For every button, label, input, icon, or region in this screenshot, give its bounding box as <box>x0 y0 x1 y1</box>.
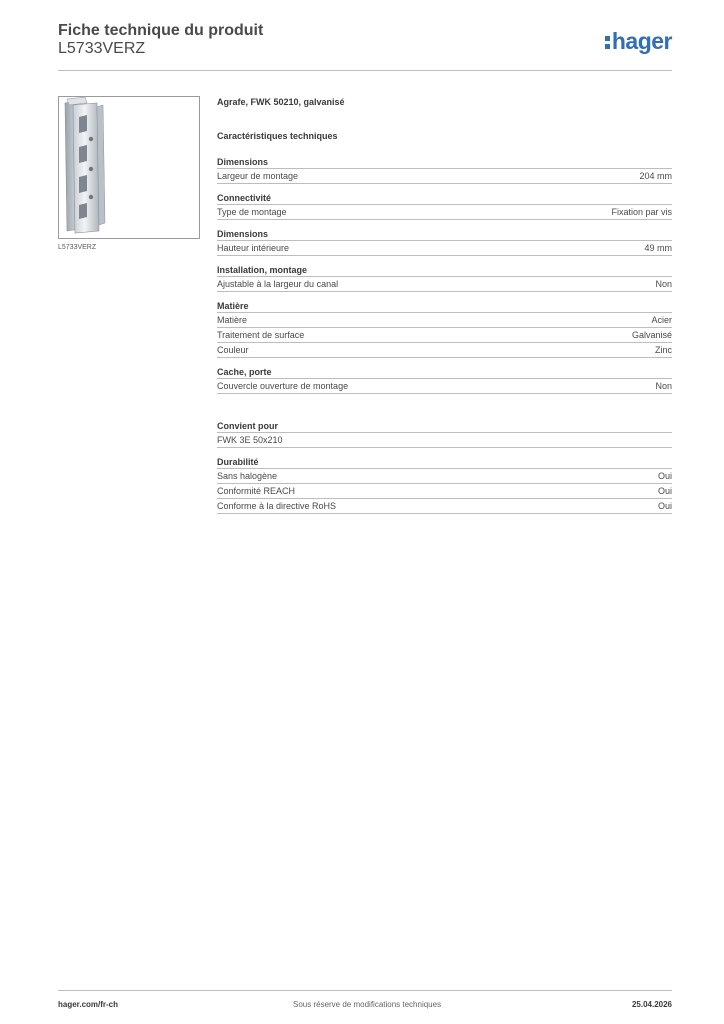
page-header <box>58 22 672 71</box>
spec-value: Non <box>655 279 672 289</box>
section-title: Matière <box>217 300 672 313</box>
page-footer <box>58 990 672 1017</box>
tech-title: Caractéristiques techniques <box>217 131 338 141</box>
clip-bracket-icon <box>59 97 201 240</box>
spec-row <box>217 499 672 514</box>
spec-row <box>217 379 672 394</box>
spec-value: 204 mm <box>639 171 672 181</box>
spec-row <box>217 469 672 484</box>
spec-content <box>217 96 672 522</box>
image-caption: L5733VERZ <box>58 244 97 251</box>
logo-text: hager <box>611 28 672 54</box>
spec-label: Couleur <box>217 345 249 355</box>
spec-value: Acier <box>651 315 672 325</box>
section-title: Connectivité <box>217 192 672 205</box>
spec-value: Galvanisé <box>631 330 672 340</box>
spec-value: Oui <box>657 501 672 511</box>
spec-row <box>217 313 672 328</box>
section-title: Cache, porte <box>217 366 672 379</box>
section-title: Dimensions <box>217 156 672 169</box>
section-cover-door <box>217 366 672 394</box>
spec-row <box>217 328 672 343</box>
section-title: Dimensions <box>217 228 672 241</box>
product-description: Agrafe, FWK 50210, galvanisé <box>217 97 345 107</box>
section-title: Durabilité <box>217 456 672 469</box>
section-dimensions-2 <box>217 228 672 256</box>
spec-row <box>217 343 672 358</box>
footer-notice: Sous réserve de modifications techniques <box>293 1000 442 1009</box>
section-sustainability <box>217 456 672 514</box>
logo-colon-icon <box>605 33 611 50</box>
hager-logo <box>605 28 672 55</box>
spec-label: Ajustable à la largeur du canal <box>217 279 339 289</box>
spec-row <box>217 277 672 292</box>
spec-label: Conformité REACH <box>217 486 296 496</box>
spec-label: Traitement de surface <box>217 330 305 340</box>
spec-row <box>217 169 672 184</box>
spec-value: Zinc <box>654 345 672 355</box>
section-connectivity <box>217 192 672 220</box>
spec-label: Sans halogène <box>217 471 278 481</box>
spec-label: FWK 3E 50x210 <box>217 435 283 445</box>
footer-date: 25.04.2026 <box>631 1000 672 1009</box>
section-title: Convient pour <box>217 420 672 433</box>
section-title: Installation, montage <box>217 264 672 277</box>
spec-value: Oui <box>657 471 672 481</box>
spec-row <box>217 205 672 220</box>
spec-value: Non <box>655 381 672 391</box>
section-suitable-for <box>217 420 672 448</box>
page-title: Fiche technique du produit <box>58 22 264 39</box>
spec-value: Oui <box>657 486 672 496</box>
footer-website-link[interactable]: hager.com/fr-ch <box>58 1000 119 1009</box>
section-dimensions <box>217 156 672 184</box>
spec-value: Fixation par vis <box>611 207 672 217</box>
spec-label: Hauteur intérieure <box>217 243 290 253</box>
spec-row <box>217 433 672 448</box>
product-image <box>58 96 200 239</box>
spec-label: Largeur de montage <box>217 171 299 181</box>
spec-row <box>217 484 672 499</box>
spec-row <box>217 241 672 256</box>
product-reference: L5733VERZ <box>58 40 146 57</box>
section-installation <box>217 264 672 292</box>
spec-value: 49 mm <box>644 243 672 253</box>
spec-label: Conforme à la directive RoHS <box>217 501 337 511</box>
spec-label: Couvercle ouverture de montage <box>217 381 349 391</box>
section-material <box>217 300 672 358</box>
spec-label: Type de montage <box>217 207 287 217</box>
spec-label: Matière <box>217 315 248 325</box>
